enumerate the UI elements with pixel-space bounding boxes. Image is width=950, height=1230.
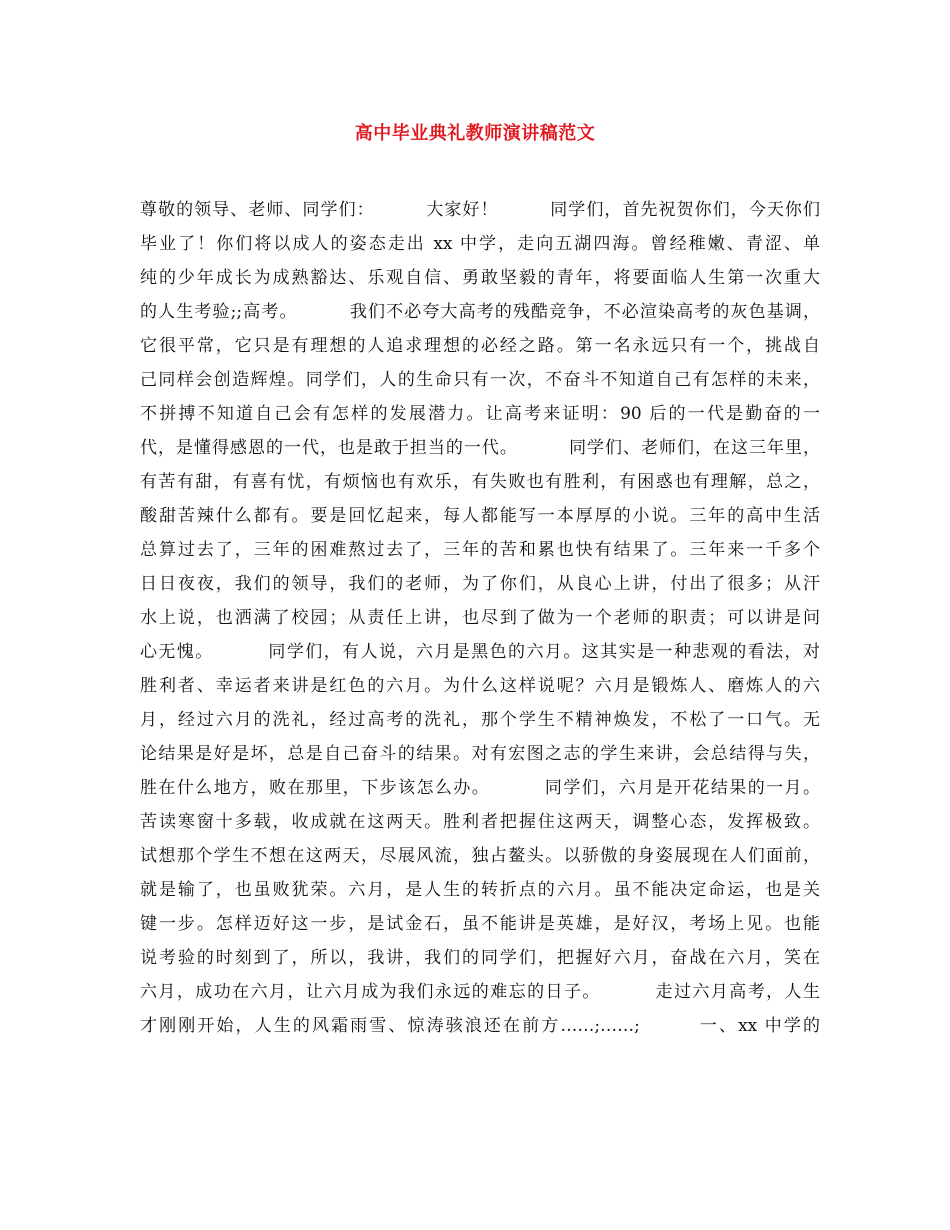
body-line: 酸甜苦辣什么都有。要是回忆起来，每人都能写一本厚厚的小说。三年的高中生活 — [140, 506, 820, 526]
body-line: 它很平常，它只是有理想的人追求理想的必经之路。第一名永远只有一个，挑战自 — [140, 336, 820, 356]
body-line: 键一步。怎样迈好这一步，是试金石，虽不能讲是英雄，是好汉，考场上见。也能 — [140, 914, 820, 934]
body-line: 有苦有甜，有喜有忧，有烦恼也有欢乐，有失败也有胜利，有困惑也有理解，总之， — [140, 472, 820, 492]
body-line: 论结果是好是坏，总是自己奋斗的结果。对有宏图之志的学生来讲，会总结得与失， — [140, 744, 820, 764]
body-line: 水上说，也洒满了校园；从责任上讲，也尽到了做为一个老师的职责；可以讲是问 — [140, 608, 820, 628]
body-line: 毕业了！你们将以成人的姿态走出 xx 中学，走向五湖四海。曾经稚嫩、青涩、单 — [140, 234, 820, 254]
document-title: 高中毕业典礼教师演讲稿范文 — [354, 123, 596, 144]
body-line: 就是输了，也虽败犹荣。六月，是人生的转折点的六月。虽不能决定命运，也是关 — [140, 880, 820, 900]
body-line: 试想那个学生不想在这两天，尽展风流，独占鳌头。以骄傲的身姿展现在人们面前， — [140, 846, 820, 866]
body-line: 心无愧。 同学们，有人说，六月是黑色的六月。这其实是一种悲观的看法，对 — [140, 642, 820, 662]
body-line: 不拼搏不知道自己会有怎样的发展潜力。让高考来证明：90 后的一代是勤奋的一 — [140, 404, 820, 424]
body-line: 纯的少年成长为成熟豁达、乐观自信、勇敢坚毅的青年，将要面临人生第一次重大 — [140, 268, 820, 288]
body-line: 胜利者、幸运者来讲是红色的六月。为什么这样说呢？六月是锻炼人、磨炼人的六 — [140, 676, 820, 696]
body-line: 六月，成功在六月，让六月成为我们永远的难忘的日子。 走过六月高考，人生 — [140, 982, 820, 1002]
body-line: 代，是懂得感恩的一代，也是敢于担当的一代。 同学们、老师们，在这三年里， — [140, 438, 820, 458]
body-line: 总算过去了，三年的困难熬过去了，三年的苦和累也快有结果了。三年来一千多个 — [140, 540, 820, 560]
body-line: 才刚刚开始，人生的风霜雨雪、惊涛骇浪还在前方……;……; 一、xx 中学的 — [140, 1016, 820, 1036]
body-line: 的人生考验;;高考。 我们不必夸大高考的残酷竞争，不必渲染高考的灰色基调， — [140, 302, 820, 322]
body-line: 尊敬的领导、老师、同学们： 大家好！ 同学们，首先祝贺你们，今天你们 — [140, 200, 820, 220]
body-line: 己同样会创造辉煌。同学们，人的生命只有一次，不奋斗不知道自己有怎样的未来， — [140, 370, 820, 390]
body-line: 胜在什么地方，败在那里，下步该怎么办。 同学们，六月是开花结果的一月。 — [140, 778, 820, 798]
body-line: 日日夜夜，我们的领导，我们的老师，为了你们，从良心上讲，付出了很多；从汗 — [140, 574, 820, 594]
body-line: 苦读寒窗十多载，收成就在这两天。胜利者把握住这两天，调整心态，发挥极致。 — [140, 812, 820, 832]
document-body — [140, 193, 820, 1043]
body-line: 说考验的时刻到了，所以，我讲，我们的同学们，把握好六月，奋战在六月，笑在 — [140, 948, 820, 968]
body-line: 月，经过六月的洗礼，经过高考的洗礼，那个学生不精神焕发，不松了一口气。无 — [140, 710, 820, 730]
